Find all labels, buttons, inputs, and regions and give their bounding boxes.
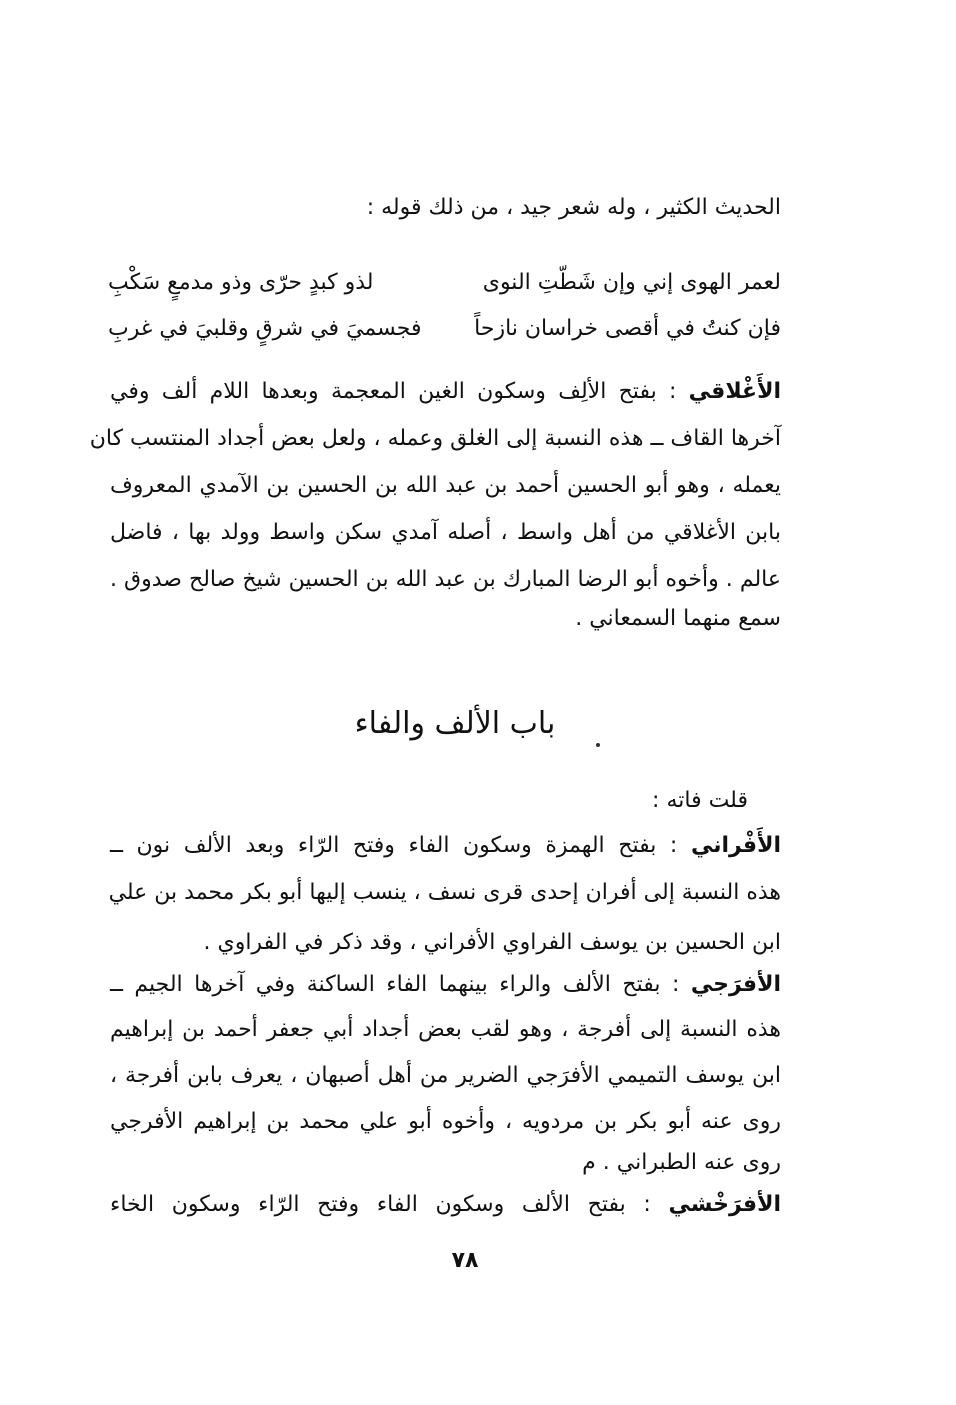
entry-first-line — [110, 970, 781, 1000]
text-line: ابن الحسين بن يوسف الفراوي الأفراني ، وقد ذكر في الفراوي . — [203, 930, 781, 955]
poem-hemistich-right: لعمر الهوى إني وإن شَطّتِ النوى — [482, 270, 781, 295]
entry-first-line — [110, 377, 781, 407]
text-line: الحديث الكثير ، وله شعر جيد ، من ذلك قوله : — [366, 195, 781, 220]
text-line: هذه النسبة إلى أفران إحدى قرى نسف ، ينسب إليها أبو بكر محمد بن علي — [108, 880, 781, 905]
page-number: ٧٨ — [451, 1248, 479, 1273]
text-line: عالم . وأخوه أبو الرضا المبارك بن عبد الله بن الحسين شيخ صالح صدوق . — [110, 567, 781, 592]
print-speck — [596, 743, 600, 747]
entry-text: : بفتح الألف والراء بينهما الفاء الساكنة وفي آخرها الجيم ــ — [110, 972, 680, 997]
entry-text: : بفتح الألِف وسكون الغين المعجمة وبعدها اللام ألف وفي — [110, 379, 677, 404]
entry-heading: الأَفْراني — [690, 833, 782, 858]
text-line: روى عنه أبو بكر بن مردويه ، وأخوه أبو علي محمد بن إبراهيم الأفرجي — [110, 1109, 781, 1134]
editor-note: قلت فاته : — [652, 788, 748, 813]
entry-text: : بفتح الهمزة وسكون الفاء وفتح الرّاء وبعد الألف نون ــ — [110, 833, 678, 858]
entry-heading: الأفرَجي — [690, 972, 782, 997]
poem-hemistich-right: فإن كنتُ في أقصى خراسان نازحاً — [474, 316, 781, 341]
text-line: هذه النسبة إلى أفرجة ، وهو لقب بعض أجداد أبي جعفر أحمد بن إبراهيم — [110, 1017, 781, 1042]
entry-text: : بفتح الألف وسكون الفاء وفتح الرّاء وسكون الخاء — [110, 1192, 651, 1217]
poem-hemistich-left: فجسميَ في شرقٍ وقلبيَ في غربِ — [108, 316, 422, 341]
text-line: روى عنه الطبراني . م — [582, 1150, 781, 1175]
text-line: ابن يوسف التميمي الأفرَجي الضرير من أهل أصبهان ، يعرف بابن أفرجة ، — [110, 1063, 781, 1088]
entry-heading: الأفرَخْشي — [668, 1192, 781, 1217]
text-line: بابن الأغلاقي من أهل واسط ، أصله آمدي سكن واسط وولد بها ، فاضل — [110, 520, 781, 545]
text-line: سمع منهما السمعاني . — [575, 606, 781, 631]
text-line: يعمله ، وهو أبو الحسين أحمد بن عبد الله بن الحسين بن الآمدي المعروف — [110, 473, 781, 498]
chapter-title: باب الألف والفاء — [354, 706, 556, 741]
entry-first-line — [110, 1190, 781, 1220]
entry-heading: الأَغْلاقي — [688, 379, 781, 404]
entry-first-line — [110, 831, 781, 861]
text-line: آخرها القاف ــ هذه النسبة إلى الغلق وعمله ، ولعل بعض أجداد المنتسب كان — [89, 426, 781, 451]
poem-hemistich-left: لذو كبدٍ حرّى وذو مدمعٍ سَكْبِ — [108, 270, 374, 295]
